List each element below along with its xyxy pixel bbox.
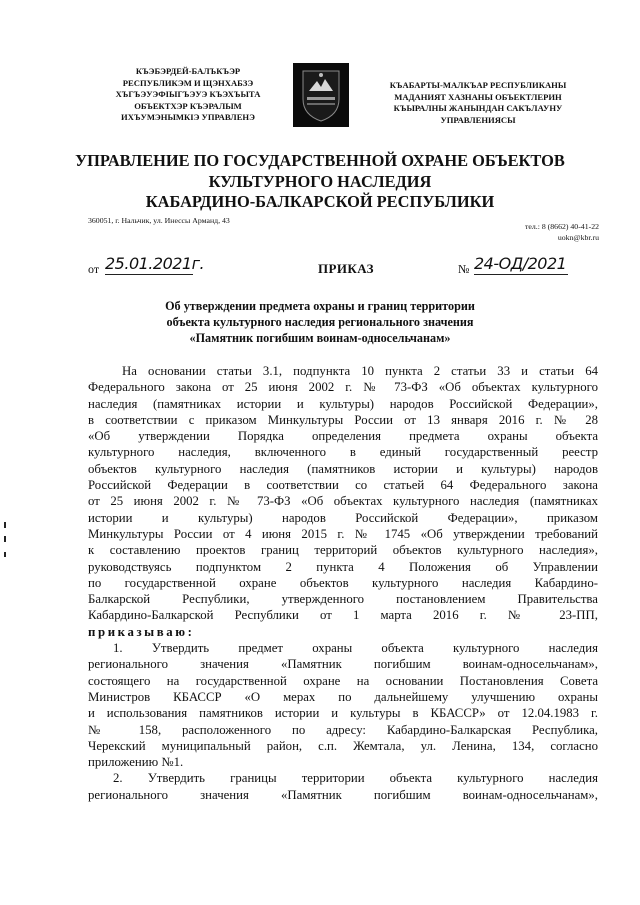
header-left-agency-name: КЪЭБЭРДЕЙ-БАЛЪКЪЭР РЕСПУБЛИКЭМ И ЩЭНХАБЗЭ ХЪГЪЭУЭФIЫГЪЭУЭ КЪЭХЪЫТА ОБЪЕКТХЭР КЪЭРАЛЫМ ИХЪУМЭНЫМКIЭ УПРАВЛЕНЭ xyxy=(115,66,261,123)
order-body-text xyxy=(88,363,598,803)
body-line: № 158, расположенного по адресу: Кабардино-Балкарская Республика, xyxy=(88,722,598,737)
body-line: состоящего на государственной охране на основании Постановления Совета xyxy=(88,673,598,688)
body-line: Федерального закона от 25 июня 2002 г. № 73-ФЗ «Об объектах культурного xyxy=(88,380,598,395)
body-line: На основании статьи 3.1, подпункта 10 пункта 2 статьи 33 и статьи 64 xyxy=(122,364,598,378)
body-line: в соответствии с приказом Минкультуры России от 13 января 2016 г. № 28 xyxy=(88,412,598,427)
body-line: наследия (памятниках истории и культуры) народов Российской Федерации», xyxy=(88,396,598,411)
body-line: 2. Утвердить границы территории объекта культурного наследия xyxy=(113,771,598,786)
email-address: uokn@kbr.ru xyxy=(557,232,599,242)
orders-keyword: приказываю: xyxy=(88,624,195,639)
margin-scan-mark xyxy=(4,522,6,528)
phone-number: тел.: 8 (8662) 40-41-22 xyxy=(525,222,599,231)
body-line: от 25 июня 2002 г. № 73-ФЗ «Об объектах культурного наследия (памятниках xyxy=(88,494,598,509)
header-right-agency-name: КЪАБАРТЫ-МАЛКЪАР РЕСПУБЛИКАНЫ МАДАНИЯТ ХАЗНАНЫ ОБЪЕКТЛЕРИН КЪЫРАЛНЫ ЖАНЫНДАН САКЪЛАУНУ УПРАВЛЕНИЯСЫ xyxy=(389,80,567,125)
order-number-handwritten: 24-ОД/2021 xyxy=(474,254,567,273)
body-line: Кабардино-Балкарской Республики от 1 марта 2016 г. № 23-ПП, xyxy=(88,608,598,623)
body-line: Минкультуры России от 4 июня 2015 г. № 1745 «Об утверждении требований xyxy=(88,526,598,541)
body-line: Министров КБАССР «О мерах по дальнейшему улучшению охраны xyxy=(88,689,598,704)
body-line: по государственной охране объектов культурного наследия Кабардино- xyxy=(88,575,598,590)
body-line: к составлению проектов границ территорий объектов культурного наследия», xyxy=(88,543,598,558)
body-line: регионального значения «Памятник погибшим воинам-односельчанам», xyxy=(88,657,598,672)
body-line: приложению №1. xyxy=(88,755,184,770)
body-line: «Об утверждении Порядка определения предмета охраны объекта xyxy=(88,429,598,444)
organization-contacts xyxy=(525,222,599,243)
order-title: ПРИКАЗ xyxy=(318,261,374,276)
order-header-line xyxy=(88,256,598,280)
organization-title: УПРАВЛЕНИЕ ПО ГОСУДАРСТВЕННОЙ ОХРАНЕ ОБЪЕКТОВ КУЛЬТУРНОГО НАСЛЕДИЯ КАБАРДИНО-БАЛКАРСКОЙ РЕСПУБЛИКИ xyxy=(75,151,565,211)
body-line: и использования памятников истории и культуры в КБАССР» от 12.04.1983 г. xyxy=(88,706,598,721)
order-date-handwritten: 25.01.2021г. xyxy=(105,254,205,273)
organization-address: 360051, г. Нальчик, ул. Инессы Арманд, 43 xyxy=(88,216,230,225)
body-line: руководствуясь подпунктом 2 пункта 4 Положения об Управлении xyxy=(88,559,598,574)
margin-scan-mark xyxy=(4,536,6,542)
number-label: № xyxy=(458,262,470,276)
body-line: Российской Федерации в соответствии со статьей 64 Федерального закона xyxy=(88,478,598,493)
coat-of-arms-icon xyxy=(293,63,349,127)
body-line: Балкарской Республики, утвержденного постановлением Правительства xyxy=(88,592,598,607)
body-line: культурного наследия, включенного в единый государственный реестр xyxy=(88,445,598,460)
margin-scan-mark xyxy=(4,552,6,557)
order-subject: Об утверждении предмета охраны и границ территории объекта культурного наследия регионального значения «Памятник погибшим воинам-односельчанам» xyxy=(165,299,475,346)
body-line: регионального значения «Памятник погибшим воинам-односельчанам», xyxy=(88,787,598,802)
date-label: от xyxy=(88,262,100,276)
body-line: истории и культуры) народов Российской Федерации», приказом xyxy=(88,510,598,525)
body-line: Черекский муниципальный район, с.п. Жемтала, ул. Ленина, 134, согласно xyxy=(88,738,598,753)
body-line: 1. Утвердить предмет охраны объекта культурного наследия xyxy=(113,641,598,656)
body-line: объектов культурного наследия (памятников истории и культуры) народов xyxy=(88,461,598,476)
